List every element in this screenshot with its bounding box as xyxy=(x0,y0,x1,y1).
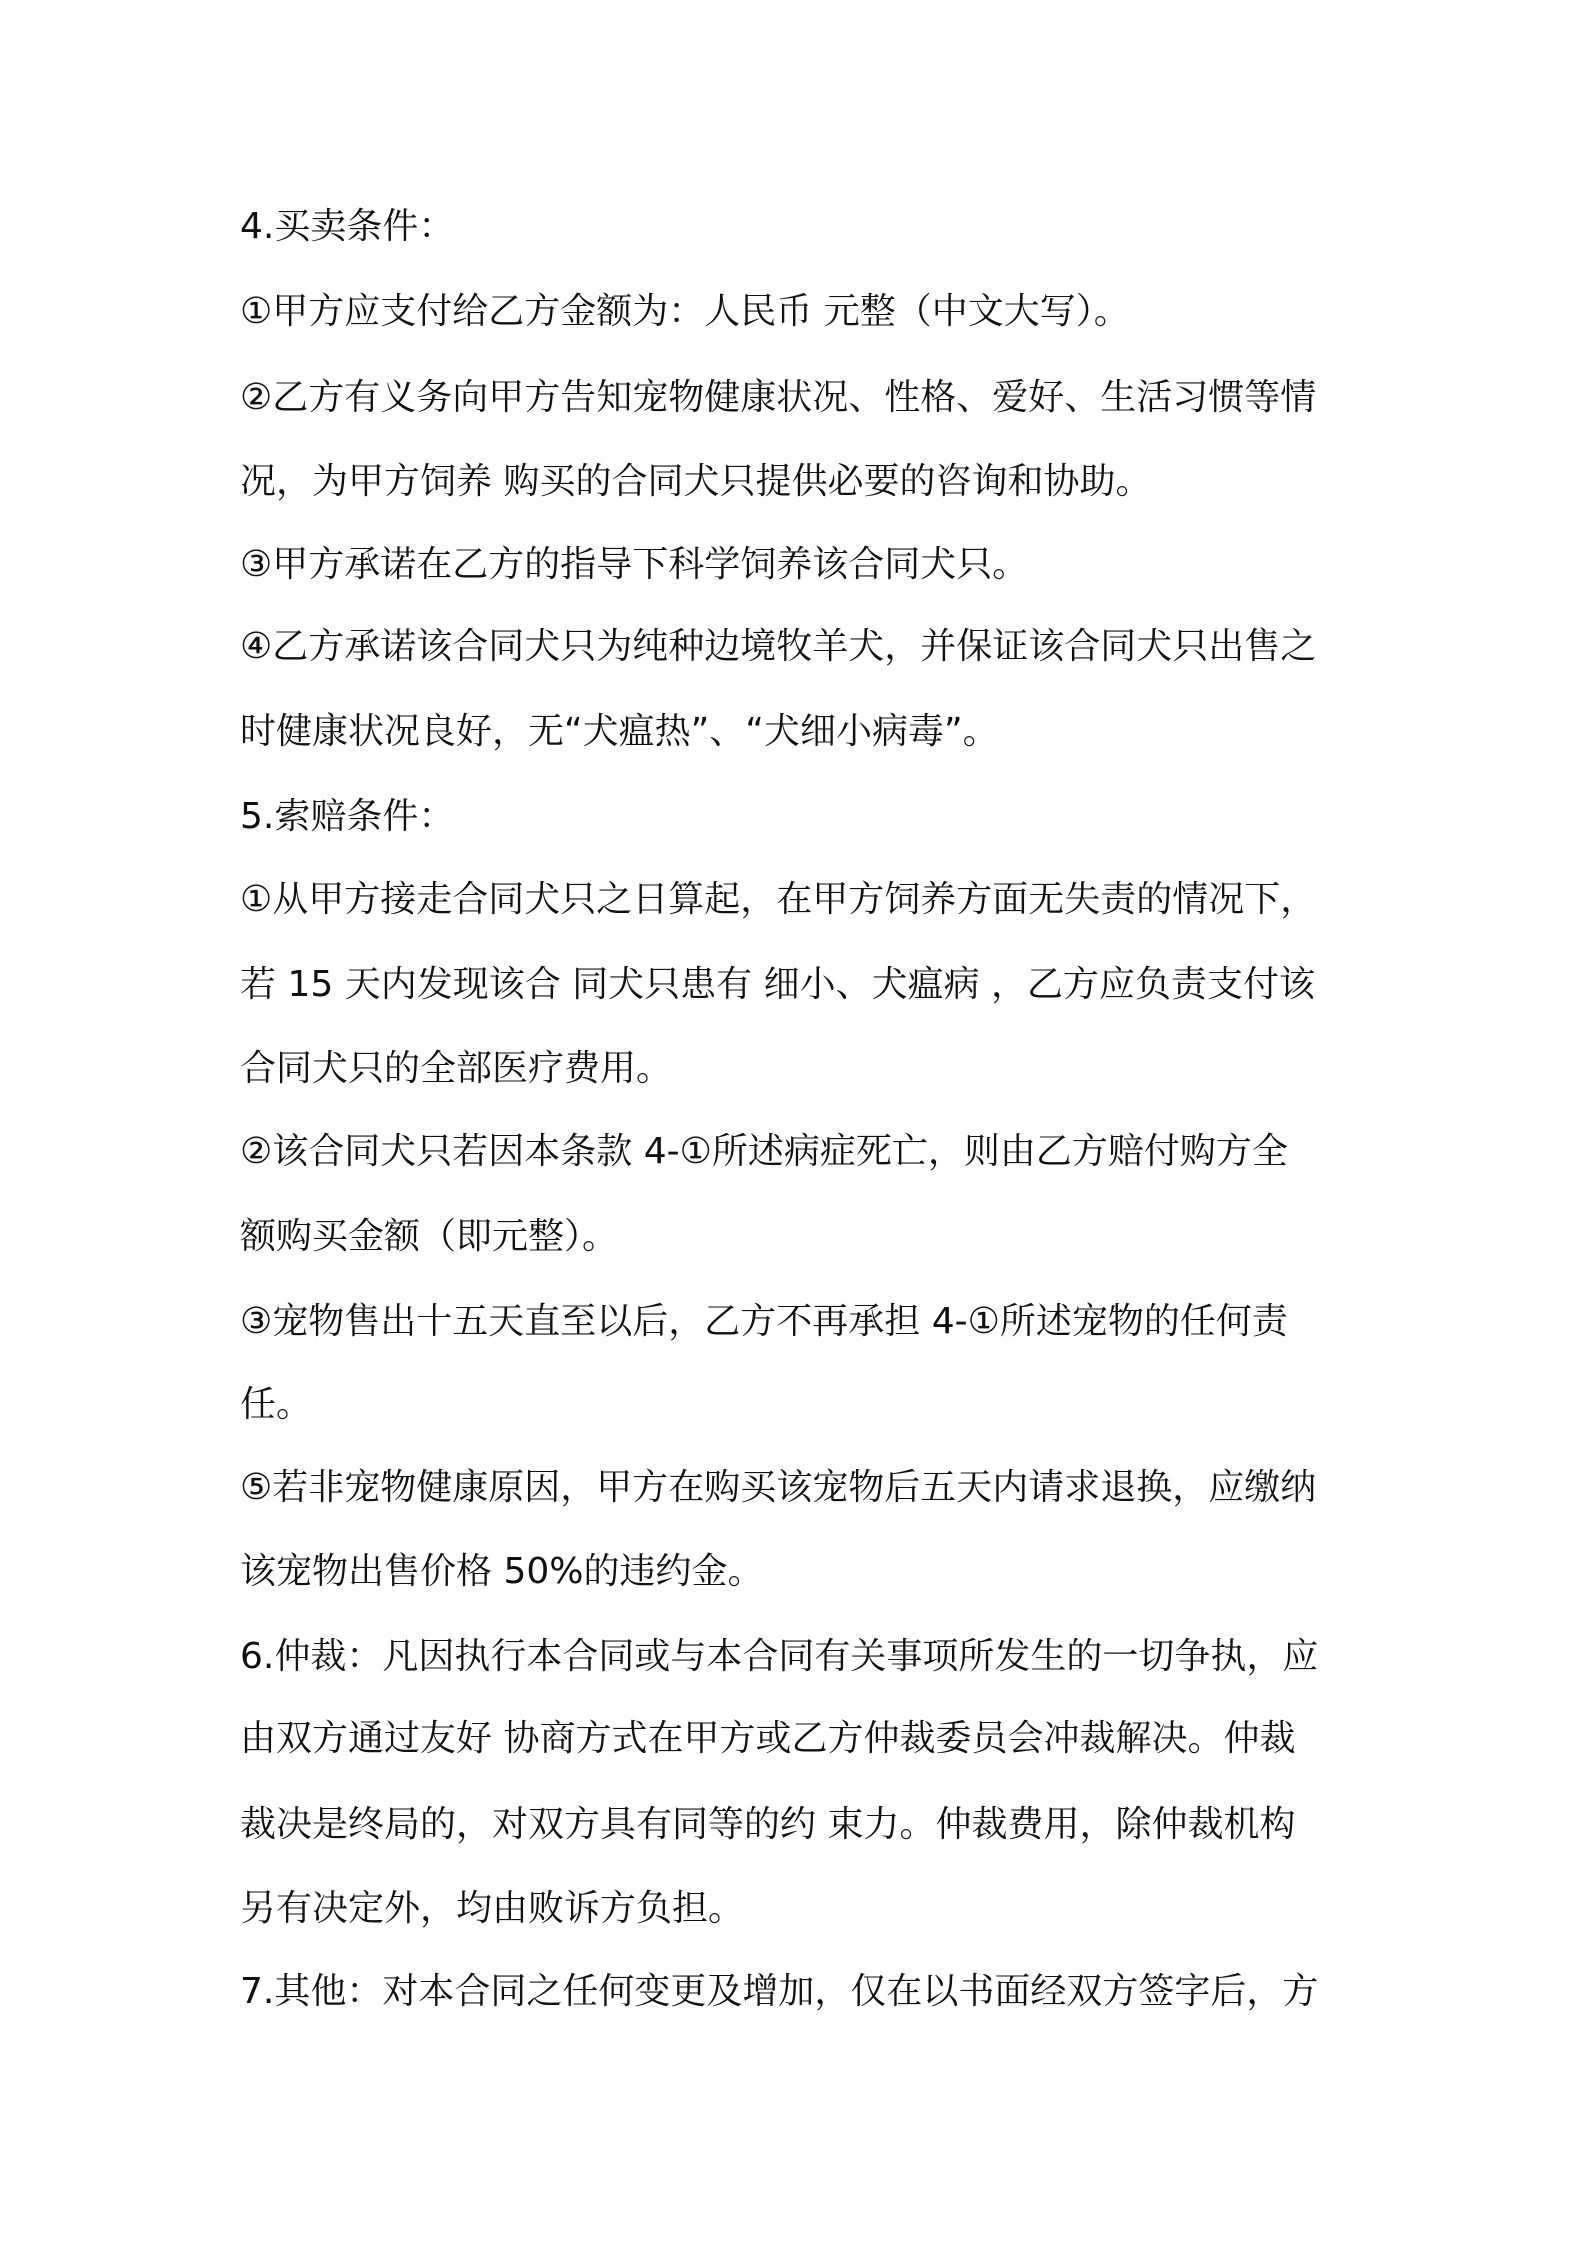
clause-line: 裁决是终局的，对双方具有同等的约 束力。仲裁费用，除仲裁机构 xyxy=(240,1804,1296,1845)
section-heading-arbitration: 6.仲裁：凡因执行本合同或与本合同有关事项所发生的一切争执，应 xyxy=(240,1636,1319,1677)
clause-line: ②该合同犬只若因本条款 4-①所述病症死亡，则由乙方赔付购方全 xyxy=(240,1131,1288,1172)
clause-line: ②乙方有义务向甲方告知宠物健康状况、性格、爱好、生活习惯等情 xyxy=(240,377,1317,418)
clause-line: ③宠物售出十五天直至以后，乙方不再承担 4-①所述宠物的任何责 xyxy=(240,1301,1288,1342)
clause-line: ④乙方承诺该合同犬只为纯种边境牧羊犬，并保证该合同犬只出售之 xyxy=(240,626,1317,667)
section-heading-other: 7.其他：对本合同之任何变更及增加，仅在以书面经双方签字后，方 xyxy=(240,1971,1319,2012)
clause-line: 另有决定外，均由败诉方负担。 xyxy=(240,1888,745,1929)
clause-line: 时健康状况良好，无“犬瘟热”、“犬细小病毒”。 xyxy=(240,711,999,752)
section-heading-claims: 5.索赔条件： xyxy=(240,796,455,837)
clause-line: 由双方通过友好 协商方式在甲方或乙方仲裁委员会冲裁解决。仲裁 xyxy=(240,1718,1296,1759)
clause-line: 合同犬只的全部医疗费用。 xyxy=(240,1048,673,1089)
section-heading-sale-conditions: 4.买卖条件： xyxy=(240,206,455,247)
clause-line: ①甲方应支付给乙方金额为：人民币 元整（中文大写）。 xyxy=(240,291,1130,332)
clause-line: 该宠物出售价格 50%的违约金。 xyxy=(240,1551,764,1592)
clause-line: ①从甲方接走合同犬只之日算起，在甲方饲养方面无失责的情况下， xyxy=(240,879,1317,920)
clause-line: 若 15 天内发现该合 同犬只患有 细小、犬瘟病 ，乙方应负责支付该 xyxy=(240,964,1316,1005)
clause-line: ③甲方承诺在乙方的指导下科学饲养该合同犬只。 xyxy=(240,544,1029,585)
clause-line: ⑤若非宠物健康原因，甲方在购买该宠物后五天内请求退换，应缴纳 xyxy=(240,1467,1317,1508)
clause-line: 况，为甲方饲养 购买的合同犬只提供必要的咨询和协助。 xyxy=(240,461,1152,502)
clause-line: 额购买金额（即元整）。 xyxy=(240,1216,619,1257)
clause-line: 任。 xyxy=(240,1384,313,1425)
